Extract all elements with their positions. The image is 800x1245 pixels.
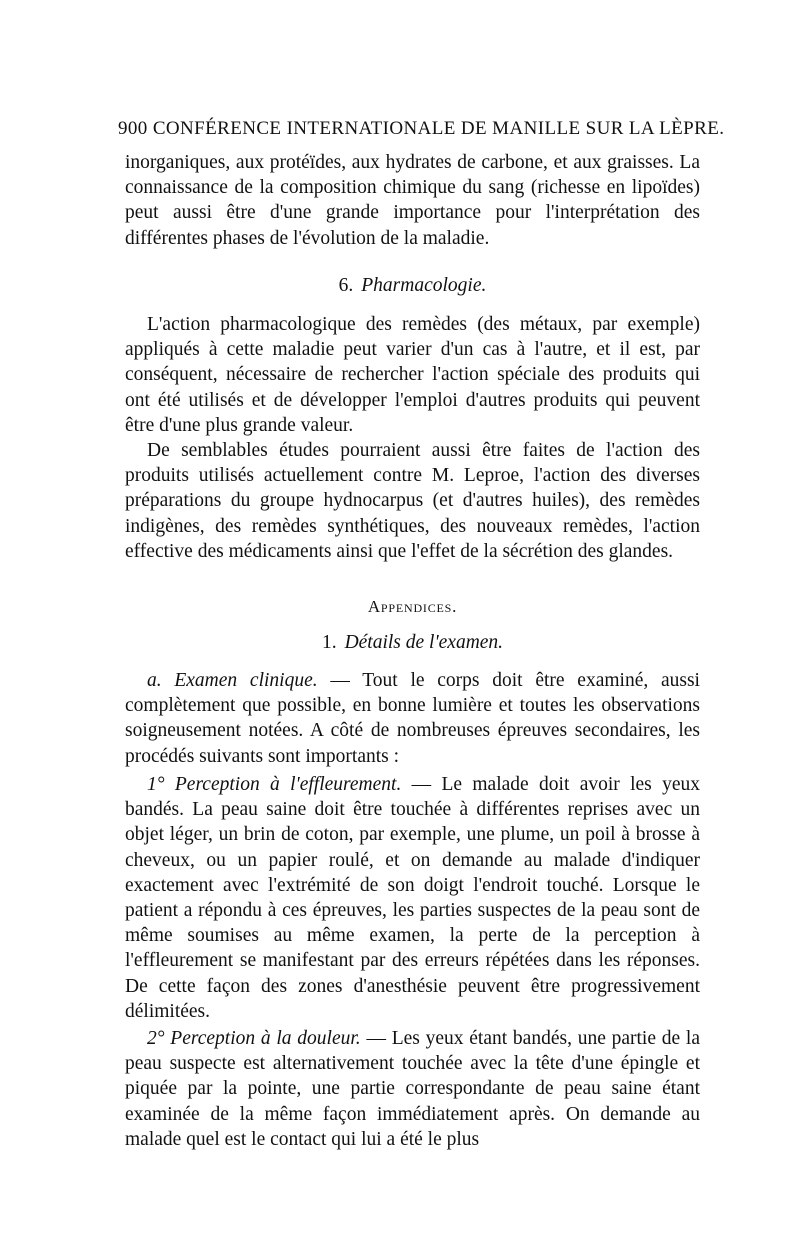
paragraph-lead: 1° Perception à l'effleurement. bbox=[147, 774, 402, 795]
page-number: 900 bbox=[118, 118, 148, 139]
section-title: Pharmacologie. bbox=[361, 275, 487, 296]
perception-effleurement-block bbox=[125, 772, 700, 1024]
continuation-block bbox=[125, 150, 700, 251]
paragraph-douleur bbox=[125, 1026, 700, 1152]
paragraph: De semblables études pourraient aussi être faites de l'action des produits utilisés actuellement contre M. Leproe, l'action des diverses préparations du groupe hydnocarpus (et d'autres huiles), des remèdes indigènes, des remèdes synthétiques, des nouveaux remèdes, l'action effective des médicaments ainsi que l'effet de la sécrétion des glandes. bbox=[125, 440, 700, 562]
subsection-title: Détails de l'examen. bbox=[344, 632, 504, 653]
paragraph-text: — Les yeux étant bandés, une partie de la peau suspecte est alternativement touchée avec la tête d'une épingle et piquée par la pointe, une partie correspondante de peau saine étant examinée de la même façon immédiatement après. On demande au malade quel est le contact qui lui a été le plus bbox=[125, 1028, 700, 1150]
appendices-title: Appendices. bbox=[367, 597, 458, 616]
running-header bbox=[118, 118, 725, 140]
paragraph-effleurement bbox=[125, 772, 700, 1024]
subsection-number: 1. bbox=[321, 632, 337, 653]
perception-douleur-block bbox=[125, 1026, 700, 1152]
paragraph-text: — Le malade doit avoir les yeux bandés. La peau saine doit être touchée à différentes reprises avec un objet léger, un brin de coton, par exemple, une plume, un poil à brosse à cheveux, ou un papier roulé, et on demande au malade d'indiquer exactement avec l'extrémité de son doigt l'endroit touché. Lorsque le patient a répondu à ces épreuves, les parties suspectes de la peau sont de même soumises au même examen, la perte de la perception à l'effleurement se manifestant par des erreurs répétées dans les réponses. De cette façon des zones d'anesthésie peuvent être progressivement délimitées. bbox=[125, 774, 700, 1022]
paragraph-lead: a. Examen clinique. bbox=[147, 670, 318, 691]
continuation-paragraph: inorganiques, aux protéïdes, aux hydrates de carbone, et aux graisses. La connaissance de la composition chimique du sang (richesse en lipoïdes) peut aussi être d'une grande importance pour l'interprétation des différentes phases de l'évolution de la maladie. bbox=[125, 152, 700, 249]
section-heading-pharmacologie bbox=[125, 275, 700, 297]
running-title: CONFÉRENCE INTERNATIONALE DE MANILLE SUR LA LÈPRE. bbox=[152, 118, 725, 139]
subsection-heading bbox=[125, 632, 700, 654]
pharmacologie-block bbox=[125, 312, 700, 564]
appendices-heading bbox=[125, 596, 700, 618]
paragraph-text: — Tout le corps doit être examiné, aussi complètement que possible, en bonne lumière et toutes les observations soigneusement notées. A côté de nombreuses épreuves secondaires, les procédés suivants sont importants : bbox=[125, 670, 700, 767]
paragraph: L'action pharmacologique des remèdes (des métaux, par exemple) appliqués à cette maladie peut varier d'un cas à l'autre, et il est, par conséquent, nécessaire de rechercher l'action spéciale des produits qui ont été utilisés et de développer l'emploi d'autres produits qui peuvent être d'une plus grande valeur. bbox=[125, 314, 700, 436]
paragraph-examen-clinique bbox=[125, 668, 700, 769]
paragraph-lead: 2° Perception à la douleur. bbox=[147, 1028, 361, 1049]
section-number: 6. bbox=[338, 275, 354, 296]
examen-clinique-block bbox=[125, 668, 700, 769]
